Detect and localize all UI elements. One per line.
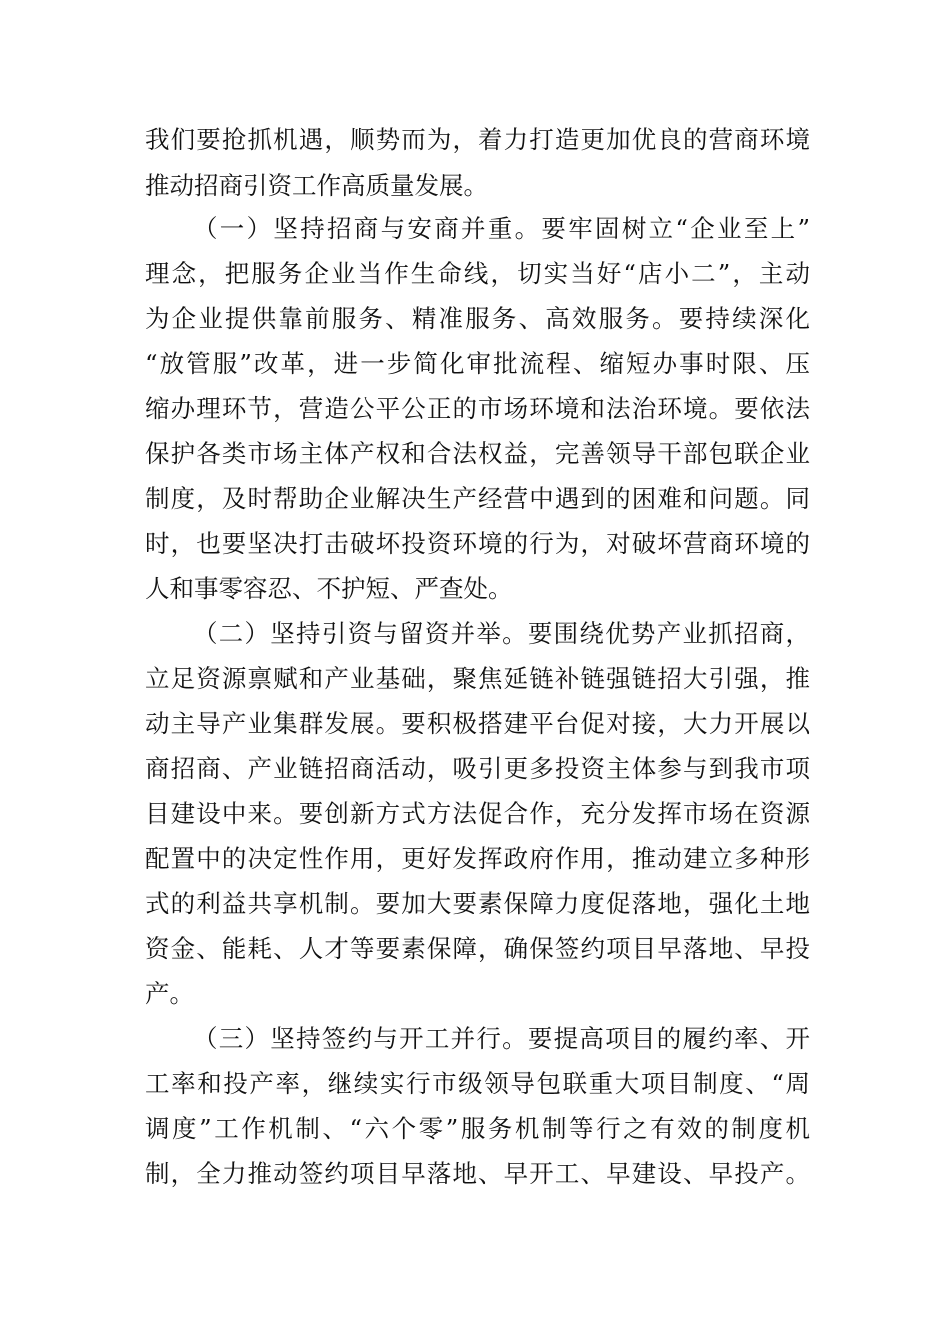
text-line: 制，全力推动签约项目早落地、早开工、早建设、早投产。: [145, 1159, 810, 1188]
text-line: 立足资源禀赋和产业基础，聚焦延链补链强链招大引强，推: [145, 664, 810, 693]
text-line: 商招商、产业链招商活动，吸引更多投资主体参与到我市项: [145, 754, 810, 783]
text-line: 调度”工作机制、“六个零”服务机制等行之有效的制度机: [145, 1114, 810, 1143]
text-line: “放管服”改革，进一步简化审批流程、缩短办事时限、压: [145, 349, 810, 378]
text-line: 资金、能耗、人才等要素保障，确保签约项目早落地、早投: [145, 934, 810, 963]
text-line: 保护各类市场主体产权和合法权益，完善领导干部包联企业: [145, 439, 810, 468]
text-line: 目建设中来。要创新方式方法促合作，充分发挥市场在资源: [145, 799, 810, 828]
text-line: 产。: [145, 979, 194, 1008]
text-line: 时，也要坚决打击破坏投资环境的行为，对破坏营商环境的: [145, 529, 810, 558]
text-line: 推动招商引资工作高质量发展。: [145, 171, 488, 200]
text-line: 人和事零容忍、不护短、严查处。: [145, 574, 513, 603]
section-heading-line: （三）坚持签约与开工并行。要提高项目的履约率、开: [193, 1024, 810, 1053]
text-line: 式的利益共享机制。要加大要素保障力度促落地，强化土地: [145, 889, 810, 918]
text-line: 动主导产业集群发展。要积极搭建平台促对接，大力开展以: [145, 709, 810, 738]
section-heading-line: （二）坚持引资与留资并举。要围绕优势产业抓招商，: [193, 619, 810, 648]
text-line: 为企业提供靠前服务、精准服务、高效服务。要持续深化: [145, 304, 810, 333]
text-line: 配置中的决定性作用，更好发挥政府作用，推动建立多种形: [145, 844, 810, 873]
text-line: 工率和投产率，继续实行市级领导包联重大项目制度、“周: [145, 1069, 810, 1098]
text-line: 理念，把服务企业当作生命线，切实当好“店小二”，主动: [145, 259, 810, 288]
text-line: 缩办理环节，营造公平公正的市场环境和法治环境。要依法: [145, 394, 810, 423]
text-line: 制度，及时帮助企业解决生产经营中遇到的困难和问题。同: [145, 484, 810, 513]
section-heading-line: （一）坚持招商与安商并重。要牢固树立“企业至上”: [193, 214, 810, 243]
text-line: 我们要抢抓机遇，顺势而为，着力打造更加优良的营商环境: [145, 125, 810, 154]
